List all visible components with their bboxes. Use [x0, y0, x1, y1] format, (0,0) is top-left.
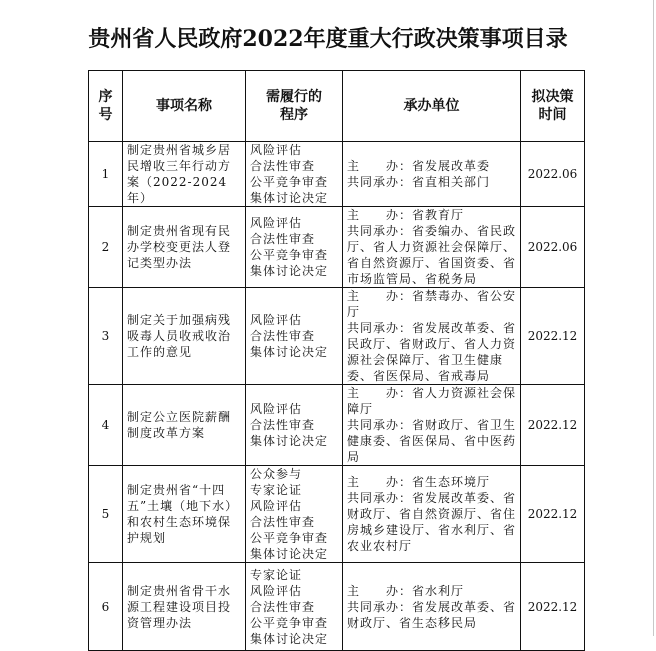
- procedure-item: 集体讨论决定: [250, 434, 329, 448]
- co-units: 共同承办：省委编办、省民政厅、省人力资源社会保障厅、省自然资源厅、省国资委、省市场监管局、省税务局: [347, 224, 517, 286]
- header-procedure: 需履行的程序: [246, 71, 343, 142]
- procedure-item: 合法性审查: [250, 599, 316, 614]
- procedure-item: 公众参与: [250, 467, 303, 481]
- procedure-item: 集体讨论决定: [250, 264, 329, 278]
- decision-time: 2022.12: [521, 466, 585, 563]
- item-name: 制定关于加强病残吸毒人员收戒收治工作的意见: [123, 288, 246, 385]
- procedure-item: 公平竞争审查: [250, 615, 329, 630]
- lead-unit: 主 办：省禁毒办、省公安厅: [347, 289, 517, 319]
- decision-time: 2022.12: [521, 385, 585, 466]
- procedure-item: 风险评估: [250, 402, 303, 416]
- procedure-item: 风险评估: [250, 583, 303, 598]
- co-units: 共同承办：省发展改革委、省民政厅、省财政厅、省人力资源社会保障厅、省卫生健康委、省医保局、省戒毒局: [347, 321, 517, 383]
- row-no: 4: [89, 385, 123, 466]
- units: [343, 207, 521, 288]
- decision-time: 2022.06: [521, 207, 585, 288]
- procedure-item: 合法性审查: [250, 418, 316, 432]
- procedure-item: 集体讨论决定: [250, 345, 329, 359]
- table-row: [89, 466, 585, 563]
- table-row: [89, 207, 585, 288]
- procedures: [246, 563, 343, 651]
- co-units: 共同承办：省发展改革委、省财政厅、省自然资源厅、省住房城乡建设厅、省水利厅、省农业农村厅: [347, 491, 517, 553]
- procedure-item: 集体讨论决定: [250, 631, 329, 646]
- procedure-item: 公平竞争审查: [250, 531, 329, 545]
- units: [343, 142, 521, 207]
- procedures: [246, 466, 343, 563]
- procedure-item: 合法性审查: [250, 329, 316, 343]
- procedure-item: 专家论证: [250, 567, 303, 582]
- procedure-item: 集体讨论决定: [250, 547, 329, 561]
- table-row: [89, 142, 585, 207]
- table-row: [89, 563, 585, 651]
- page-title: 贵州省人民政府2022年度重大行政决策事项目录: [88, 26, 568, 52]
- procedure-item: 风险评估: [250, 499, 303, 513]
- item-name: 制定贵州省现有民办学校变更法人登记类型办法: [123, 207, 246, 288]
- procedure-item: 风险评估: [250, 143, 303, 157]
- units: [343, 288, 521, 385]
- units: [343, 385, 521, 466]
- procedure-item: 合法性审查: [250, 232, 316, 246]
- header-no: 序号: [89, 71, 123, 142]
- item-name: 制定公立医院薪酬制度改革方案: [123, 385, 246, 466]
- lead-unit: 主 办：省发展改革委: [347, 159, 491, 173]
- procedure-item: 公平竞争审查: [250, 248, 329, 262]
- procedure-item: 集体讨论决定: [250, 191, 329, 205]
- table-row: [89, 288, 585, 385]
- header-name: 事项名称: [123, 71, 246, 142]
- lead-unit: 主 办：省生态环境厅: [347, 475, 491, 489]
- decision-time: 2022.12: [521, 288, 585, 385]
- procedure-item: 专家论证: [250, 483, 303, 497]
- decision-time: 2022.06: [521, 142, 585, 207]
- units: [343, 466, 521, 563]
- lead-unit: 主 办：省人力资源社会保障厅: [347, 386, 517, 416]
- row-no: 3: [89, 288, 123, 385]
- header-time: 拟决策时间: [521, 71, 585, 142]
- page-edge: [653, 0, 654, 636]
- table-row: [89, 385, 585, 466]
- procedure-item: 风险评估: [250, 313, 303, 327]
- table-header-row: [89, 71, 585, 142]
- row-no: 1: [89, 142, 123, 207]
- decision-time: 2022.12: [521, 563, 585, 651]
- co-units: 共同承办：省发展改革委、省财政厅、省生态移民局: [347, 599, 517, 630]
- row-no: 5: [89, 466, 123, 563]
- procedures: [246, 385, 343, 466]
- decision-table: [88, 70, 585, 651]
- procedure-item: 合法性审查: [250, 159, 316, 173]
- item-name: 制定贵州省“十四五”土壤（地下水）和农村生态环境保护规划: [123, 466, 246, 563]
- lead-unit: 主 办：省教育厅: [347, 208, 465, 222]
- procedure-item: 公平竞争审查: [250, 175, 329, 189]
- row-no: 6: [89, 563, 123, 651]
- item-name: 制定贵州省城乡居民增收三年行动方案（2022-2024年）: [123, 142, 246, 207]
- procedure-item: 合法性审查: [250, 515, 316, 529]
- co-units: 共同承办：省直相关部门: [347, 175, 491, 189]
- procedures: [246, 288, 343, 385]
- units: [343, 563, 521, 651]
- co-units: 共同承办：省财政厅、省卫生健康委、省医保局、省中医药局: [347, 418, 517, 464]
- procedures: [246, 207, 343, 288]
- procedures: [246, 142, 343, 207]
- item-name: 制定贵州省骨干水源工程建设项目投资管理办法: [123, 563, 246, 651]
- row-no: 2: [89, 207, 123, 288]
- procedure-item: 风险评估: [250, 216, 303, 230]
- header-units: 承办单位: [343, 71, 521, 142]
- lead-unit: 主 办：省水利厅: [347, 583, 465, 598]
